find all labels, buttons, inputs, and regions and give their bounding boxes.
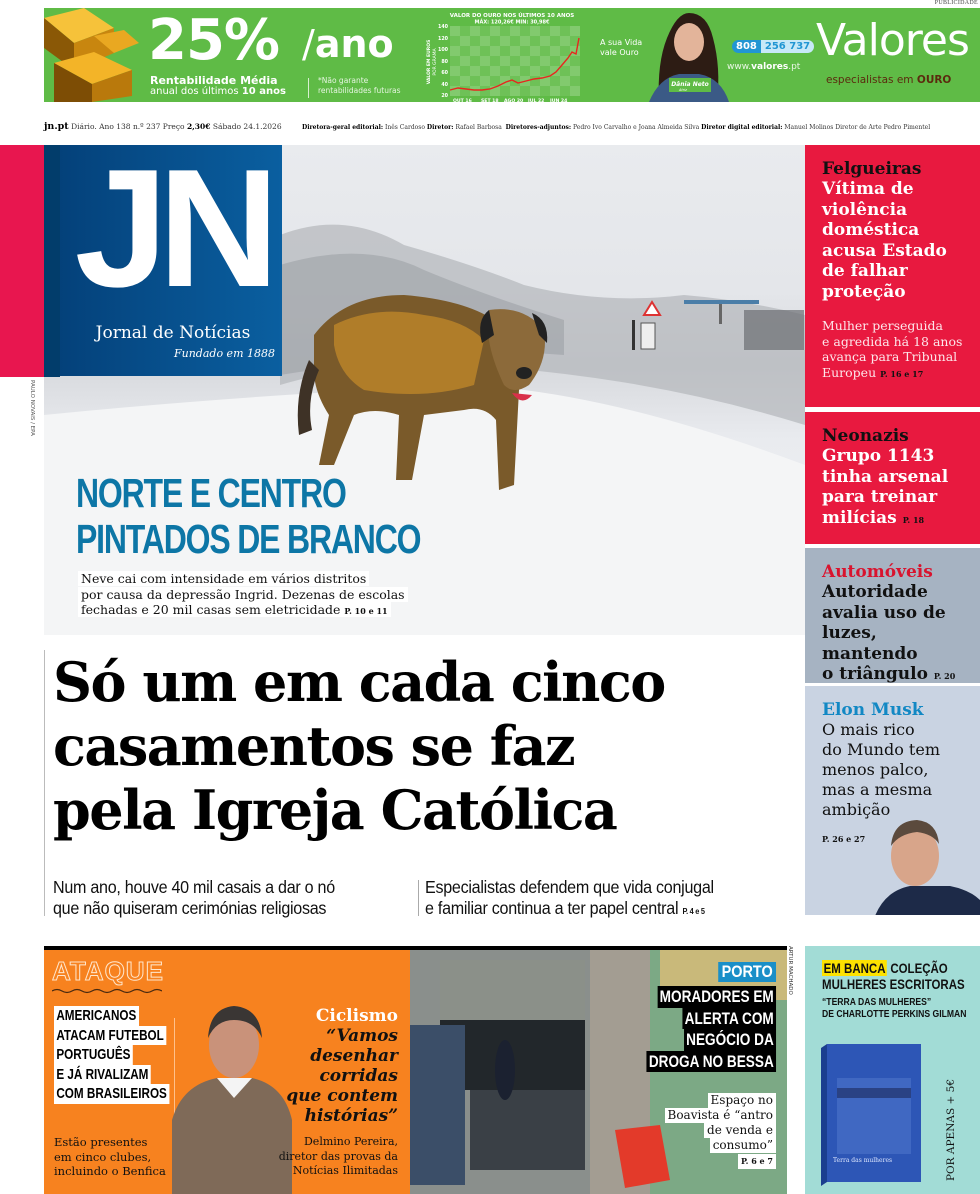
page-reference: P. 6 e 7 <box>738 1154 776 1169</box>
ad-disclaimer: *Não garante rentabilidades futuras <box>318 76 401 95</box>
story-headline: Autoridade avalia uso de luzes, mantendo o triângulo P. 20 <box>822 582 956 684</box>
hero-headline[interactable]: NORTE E CENTRO PINTADOS DE BRANCO <box>76 470 421 562</box>
cycling-kicker: Ciclismo <box>315 1006 398 1026</box>
left-accent-bar-blue <box>44 145 60 377</box>
advertising-label: PUBLICIDADE <box>934 0 978 6</box>
em-banca-tag: EM BANCA <box>823 960 886 976</box>
logo-letters: JN <box>74 134 270 322</box>
story-kicker: Felgueiras <box>822 159 922 179</box>
svg-text:40: 40 <box>441 83 448 88</box>
page-reference: P. 26 e 27 <box>822 834 866 844</box>
story-summary: Mulher perseguida e agredida há 18 anos avança para Tribunal Europeu P. 16 e 17 <box>822 318 963 380</box>
logo-founded: Fundado em 1888 <box>174 347 275 360</box>
section-label: ATAQUE <box>52 956 164 986</box>
sidebar-story-neonazis[interactable] <box>805 412 980 544</box>
svg-text:20: 20 <box>441 94 448 99</box>
hero-subheadline: Neve cai com intensidade em vários distritos por causa da depressão Ingrid. Dezenas de escolas fechadas e 20 mil casas sem eletricidade P. 10 e 11 <box>78 571 408 620</box>
ataque-section[interactable] <box>44 950 410 1194</box>
ad-divider <box>308 78 309 98</box>
jn-logo[interactable] <box>59 134 282 376</box>
svg-text:OUT 16: OUT 16 <box>453 99 472 102</box>
gold-bars-image <box>44 8 139 102</box>
book-cover-image <box>821 1044 921 1186</box>
photo-credit: ARTUR MACHADO <box>787 946 793 995</box>
cycling-byline: Delmino Pereira, diretor das provas da Notícias Ilimitadas <box>278 1135 398 1177</box>
svg-text:120: 120 <box>437 37 448 42</box>
ad-headline-unit: /ano <box>302 22 394 66</box>
masthead-info-line: jn.pt Diário. Ano 138 n.º 237 Preço 2,30€ Sábado 24.1.2026 Diretora-geral editorial: Inês Cardoso Diretor: Rafael Barbosa Diretores-adjuntos: Pedro Ivo Carvalho e Joana Almeida Silva Diretor digital editorial: Manuel Molinos Diretor de Arte Pedro Pimentel <box>44 121 931 132</box>
main-headline[interactable]: Só um em cada cinco casamentos se faz pela Igreja Católica <box>53 650 665 842</box>
svg-text:VALOR DO OURO NOS ÚLTIMOS 10 A: VALOR DO OURO NOS ÚLTIMOS 10 ANOS <box>449 13 575 19</box>
ad-tagline: A sua Vida vale Ouro <box>600 38 643 57</box>
promo-title: EM BANCA COLEÇÃO MULHERES ESCRITORAS <box>822 960 965 992</box>
gold-advertisement[interactable] <box>44 8 980 102</box>
site-link[interactable]: jn.pt <box>44 121 69 132</box>
story-headline: O mais rico do Mundo tem menos palco, mas a mesma ambição <box>822 720 940 819</box>
ad-subtitle-2: anual dos últimos 10 anos <box>150 86 286 97</box>
elon-musk-photo <box>875 806 980 915</box>
svg-text:80: 80 <box>441 60 448 65</box>
page-reference: P. 10 e 11 <box>344 606 388 616</box>
promo-book-info: “TERRA DAS MULHERES” DE CHARLOTTE PERKINS GILMAN <box>822 996 967 1020</box>
delmino-pereira-photo <box>172 990 292 1194</box>
svg-text:140: 140 <box>437 25 448 30</box>
svg-text:60: 60 <box>441 71 448 76</box>
promo-price: POR APENAS + 5€ <box>945 1079 957 1182</box>
main-deck-right: Especialistas defendem que vida conjugal e familiar continua a ter papel central P. 4 e 5 <box>425 877 714 918</box>
svg-text:SET 18: SET 18 <box>481 99 499 102</box>
story-headline: Grupo 1143 tinha arsenal para treinar milícias P. 18 <box>822 446 949 528</box>
svg-text:AGO 20: AGO 20 <box>504 99 524 102</box>
ad-headline-percent: 25% <box>148 8 280 73</box>
deck-divider <box>418 880 419 916</box>
story-kicker: Neonazis <box>822 426 909 446</box>
ad-brand-logo: Valores <box>816 15 969 66</box>
left-accent-bar <box>0 145 44 377</box>
page-reference: P. 18 <box>902 514 925 525</box>
page-reference: P. 4 e 5 <box>682 906 705 916</box>
ad-slogan: especialistas em OURO <box>826 74 952 86</box>
svg-text:Terra das mulheres: Terra das mulheres <box>833 1157 893 1164</box>
ad-subtitle: Rentabilidade Média <box>150 74 278 87</box>
logo-title: Jornal de Notícias <box>95 323 251 343</box>
staff-credits: Diretora-geral editorial: Inês Cardoso Diretor: Rafael Barbosa Diretores-adjuntos: Pedro Ivo Carvalho e Joana Almeida Silva Diretor digital editorial: Manuel Molinos Diretor de Arte Pedro Pimentel <box>302 124 931 131</box>
gold-price-chart <box>424 10 584 102</box>
page-reference: P. 20 <box>933 671 956 681</box>
column-rule <box>44 650 45 916</box>
ad-phone-number[interactable]: 808 256 737 <box>732 41 814 52</box>
wave-divider-icon <box>52 988 162 994</box>
sidebar-story-automoveis[interactable] <box>805 548 980 683</box>
svg-text:100: 100 <box>437 48 448 53</box>
svg-text:JUL 22: JUL 22 <box>528 99 545 102</box>
porto-story[interactable] <box>410 950 787 1194</box>
story-kicker: Automóveis <box>822 562 933 582</box>
svg-text:Dânia Neto: Dânia Neto <box>671 81 709 88</box>
story-kicker: Elon Musk <box>822 700 924 720</box>
porto-headline: MORADORES EM ALERTA COM NEGÓCIO DA DROGA NO BESSA <box>646 986 776 1072</box>
em-banca-promo[interactable] <box>805 946 980 1194</box>
cycling-quote: “Vamos desenhar corridas que contem histórias” <box>286 1026 398 1126</box>
spokesperson-photo <box>629 8 739 102</box>
porto-summary: Espaço no Boavista é “antro de venda e consumo” P. 6 e 7 <box>665 1093 776 1169</box>
ad-website-link[interactable]: www.valores.pt <box>727 62 801 72</box>
svg-text:JUN 24: JUN 24 <box>550 99 568 102</box>
svg-text:VALOR EM EUROS: VALOR EM EUROS <box>427 39 432 85</box>
ataque-summary: Estão presentes em cinco clubes, incluindo o Benfica <box>54 1135 166 1178</box>
svg-text:Atriz: Atriz <box>679 88 688 92</box>
main-deck-left: Num ano, houve 40 mil casais a dar o nó que não quiseram cerimónias religiosas <box>53 877 335 918</box>
sidebar-story-elon-musk[interactable] <box>805 686 980 915</box>
sidebar-story-felgueiras[interactable] <box>805 145 980 407</box>
ataque-headline: AMERICANOS ATACAM FUTEBOL PORTUGUÊS E JÁ RIVALIZAM COM BRASILEIROS <box>54 1006 169 1104</box>
photo-credit: PAULO NOVAIS / EPA <box>29 380 35 436</box>
svg-text:MÁX: 120,26€ MIN: 30,98€: MÁX: 120,26€ MIN: 30,98€ <box>474 19 550 26</box>
porto-tag: PORTO <box>718 962 776 982</box>
story-headline: Vítima de violência doméstica acusa Estado de falhar proteção <box>822 179 947 302</box>
page-reference: P. 16 e 17 <box>880 368 924 379</box>
svg-text:POR GRAMA: POR GRAMA <box>433 48 438 76</box>
